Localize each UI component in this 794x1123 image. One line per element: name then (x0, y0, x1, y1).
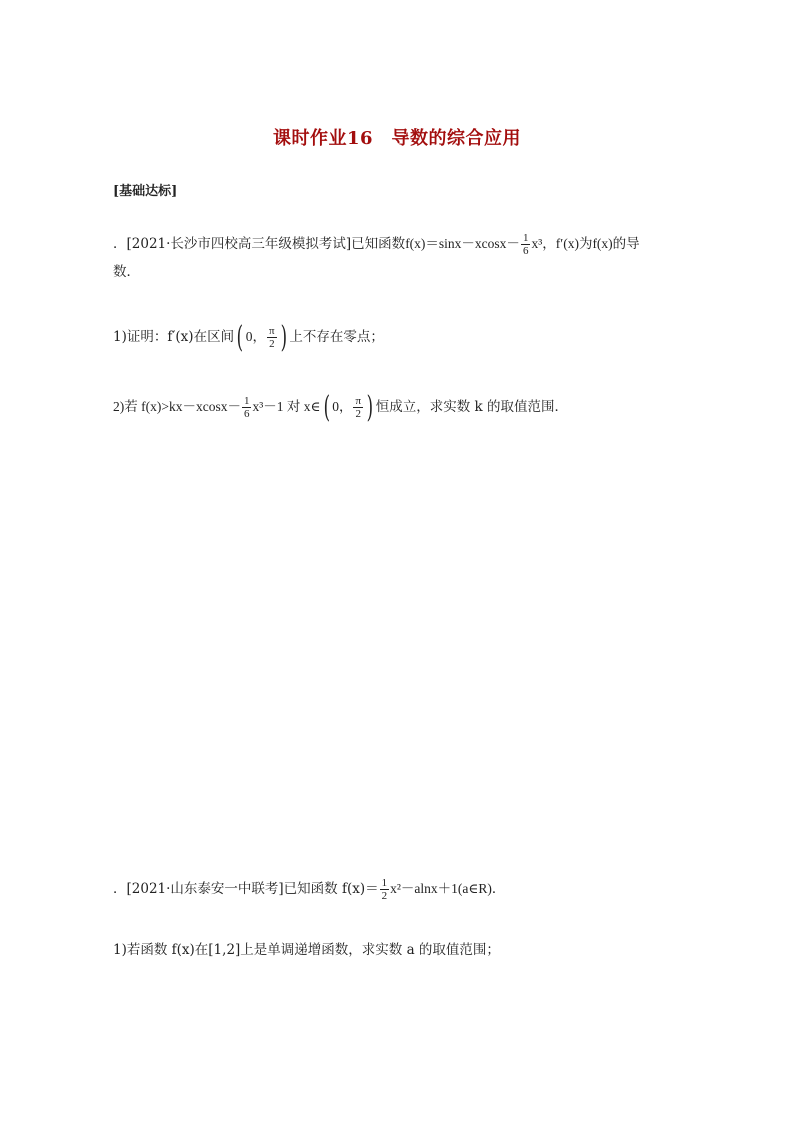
section-heading: [基础达标] (113, 184, 178, 199)
q1-deriv: f′(x)为f(x)的导 (555, 236, 640, 251)
q1-p1-tail: 上不存在零点； (289, 329, 384, 345)
q1-p1-pi: π (269, 325, 275, 337)
q2-frac-num: 1 (381, 877, 388, 889)
q1-p2-frac-num: 1 (243, 395, 250, 407)
q2-rest: x²－alnx＋1(a∈R)． (390, 881, 506, 896)
q1-stem (113, 232, 640, 257)
q1-stem-line2: 数． (113, 264, 140, 280)
q1-p1-fraction (267, 325, 277, 350)
q2-part1: 1)若函数 f(x)在[1,2]上是单调递增函数，求实数 a 的取值范围； (113, 942, 500, 958)
q1-part1 (113, 319, 384, 355)
q1-frac-den: 6 (522, 245, 529, 257)
q1-p2-frac-den: 6 (243, 408, 250, 420)
right-paren-icon: ) (366, 389, 374, 425)
q1-p1-two: 2 (267, 337, 277, 350)
q1-func: f(x)＝sinx－xcosx－ (405, 236, 520, 251)
q2-fraction (380, 877, 390, 902)
q1-p1-interval: 0， (245, 329, 267, 344)
q1-p2-text: 2)若 f(x)>kx－xcosx－ (113, 399, 241, 414)
left-paren-icon: ( (323, 389, 330, 425)
q1-fraction (521, 232, 531, 257)
q1-p1-text: 1)证明：f′(x)在区间 (113, 329, 235, 345)
q1-p2-pi-fraction (353, 395, 363, 420)
left-paren-icon: ( (236, 319, 244, 355)
q1-p2-fraction (242, 395, 252, 420)
q1-p2-pi: π (355, 395, 362, 407)
q1-p2-interval: 0， (332, 399, 353, 414)
q1-p2-two: 2 (353, 407, 363, 420)
q2-frac-den: 2 (381, 890, 388, 902)
q2-stem (113, 877, 505, 902)
right-paren-icon: ) (280, 319, 287, 355)
q1-frac-num: 1 (522, 232, 529, 244)
q1-part2 (113, 389, 569, 425)
q2-prefix: ．[2021·山东泰安一中联考]已知函数 f(x)＝ (113, 881, 379, 897)
q1-p2-tail: 恒成立，求实数 k 的取值范围． (375, 399, 569, 415)
q1-prefix: ．[2021·长沙市四校高三年级模拟考试]已知函数 (113, 236, 406, 252)
q1-cube: x³， (531, 236, 556, 251)
q1-p2-mid: x³－1 对 x∈ (252, 399, 321, 414)
page-title: 课时作业16 导数的综合应用 (272, 128, 522, 149)
